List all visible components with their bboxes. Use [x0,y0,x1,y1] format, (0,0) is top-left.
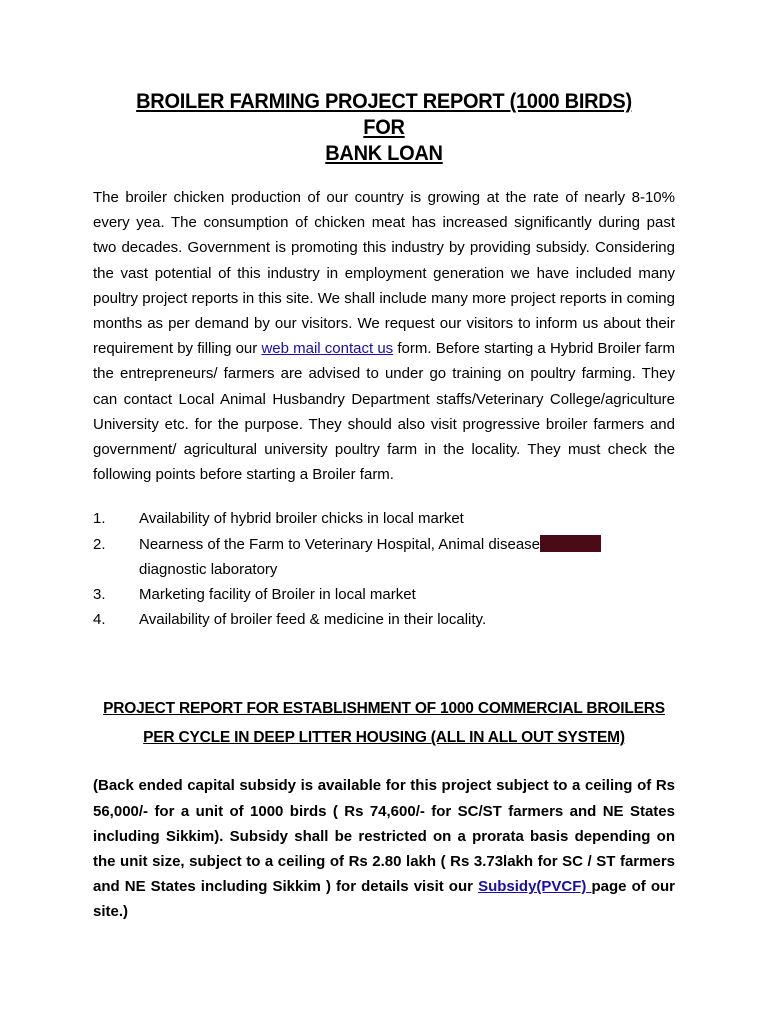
subsidy-text-before-link: (Back ended capital subsidy is available for this project subject to a ceiling of Rs 56,000/- for a unit of 1000 birds ( Rs 74,600/- for SC/ST farmers and NE States including Sikkim). Subsidy shall be restricted on a prorata basis depending on the unit size, subject to a ceiling of Rs 2.80 lakh ( Rs 3.73lakh for SC / ST farmers and NE States including Sikkim ) for details visit our [93,777,675,896]
list-item-text: Availability of hybrid broiler chicks in local market [139,510,464,528]
intro-text-after-link: form. Before starting a Hybrid Broiler farm the entrepreneurs/ farmers are advised to under go training on poultry farming. They can contact Local Animal Husbandry Department staffs/Veterinary College/agriculture University etc. for the purpose. They should also visit progressive broiler farmers and government/ agricultural university poultry farm in the locality. They must check the following points before starting a Broiler farm. [93,340,675,484]
section-heading [93,694,675,752]
list-item-text: Marketing facility of Broiler in local market [139,586,416,604]
list-item [93,582,675,607]
list-item-number: 2. [93,535,106,553]
intro-paragraph [93,185,675,487]
subsidy-text-after-link: page of our site.) [93,878,675,921]
list-item [93,506,675,531]
title-line-2: BANK LOAN [325,141,443,165]
list-item-text: Availability of broiler feed & medicine in their locality. [139,611,487,629]
checklist [93,506,675,632]
redaction-mark [540,535,601,552]
list-item-number: 4. [93,611,106,629]
list-item-text: Nearness of the Farm to Veterinary Hospital, Animal disease [139,535,541,553]
web-mail-contact-link[interactable]: web mail contact us [261,340,394,358]
section-heading-line-1: PROJECT REPORT FOR ESTABLISHMENT OF 1000 COMMERCIAL BROILERS [103,700,665,718]
intro-text-before-link: The broiler chicken production of our country is growing at the rate of nearly 8-10% every yea. The consumption of chicken meat has increased significantly during past two decades. Government is promoting this industry by providing subsidy. Considering the vast potential of this industry in employment generation we have included many poultry project reports in this site. We shall include many more project reports in coming months as per demand by our visitors. We request our visitors to inform us about their requirement by filling our [93,189,675,358]
list-item [93,532,675,582]
list-item-text-continued: diagnostic laboratory [139,560,278,578]
subsidy-pvcf-link[interactable]: Subsidy(PVCF) [478,878,592,896]
list-item [93,607,675,632]
list-item-content [139,532,675,582]
section-heading-line-2: PER CYCLE IN DEEP LITTER HOUSING (ALL IN ALL OUT SYSTEM) [143,729,625,747]
page-title [113,88,654,166]
title-line-1: BROILER FARMING PROJECT REPORT (1000 BIRDS) FOR [136,89,632,139]
list-item-number: 3. [93,586,106,604]
subsidy-paragraph [93,773,675,924]
list-item-number: 1. [93,510,106,528]
